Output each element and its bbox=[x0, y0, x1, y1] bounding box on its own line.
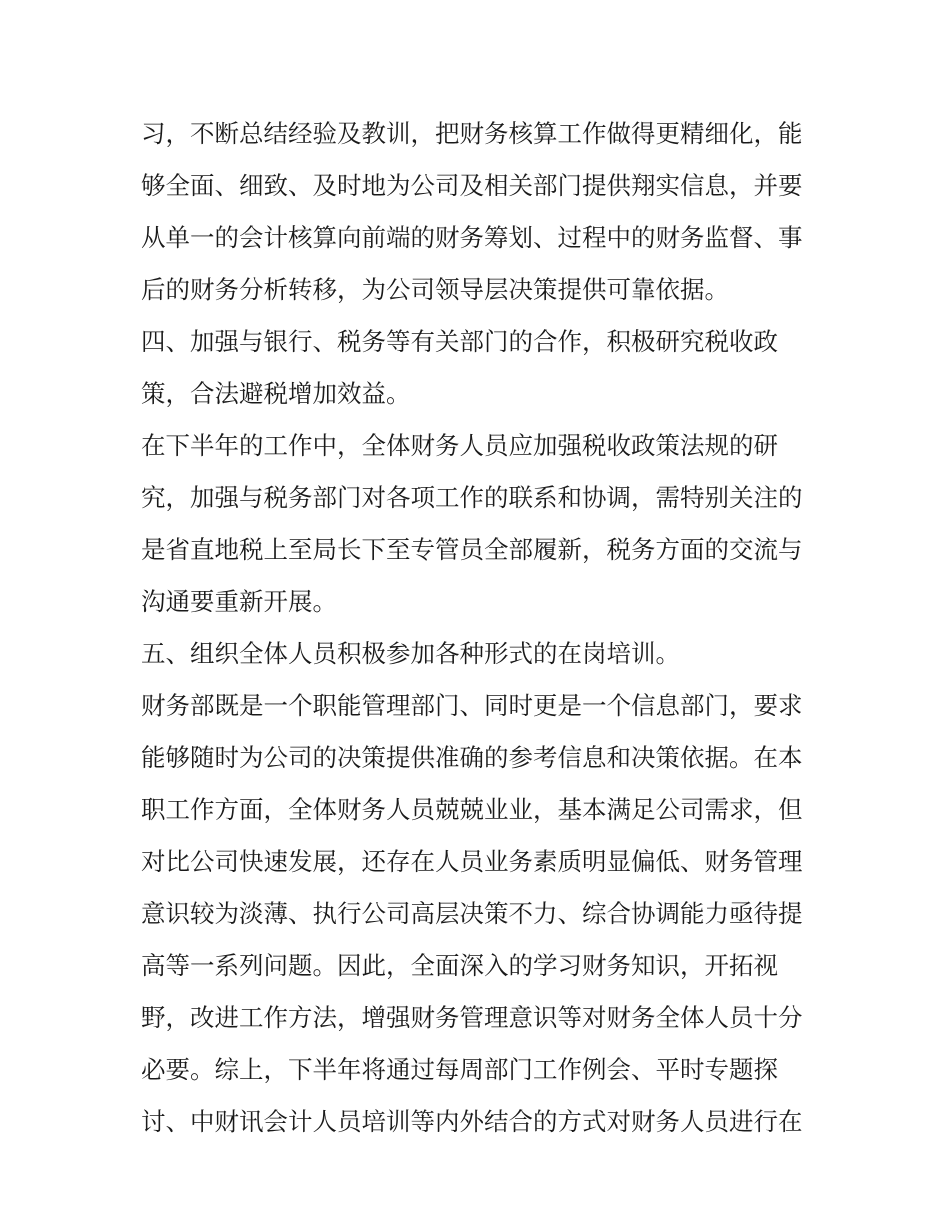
text-line: 后的财务分析转移，为公司领导层决策提供可靠依据。 bbox=[141, 275, 729, 304]
text-line: 意识较为淡薄、执行公司高层决策不力、综合协调能力亟待提 bbox=[141, 899, 803, 928]
text-line: 在下半年的工作中，全体财务人员应加强税收政策法规的研 bbox=[141, 431, 778, 460]
text-line: 财务部既是一个职能管理部门、同时更是一个信息部门，要求 bbox=[141, 691, 803, 720]
section-heading-5: 五、组织全体人员积极参加各种形式的在岗培训。 bbox=[141, 639, 680, 668]
text-line: 沟通要重新开展。 bbox=[141, 587, 337, 616]
document-body bbox=[141, 108, 813, 1148]
text-line: 必要。综上，下半年将通过每周部门工作例会、平时专题探 bbox=[141, 1055, 778, 1084]
text-line: 野，改进工作方法，增强财务管理意识等对财务全体人员十分 bbox=[141, 1003, 803, 1032]
text-line: 从单一的会计核算向前端的财务筹划、过程中的财务监督、事 bbox=[141, 223, 803, 252]
text-line: 习，不断总结经验及教训，把财务核算工作做得更精细化，能 bbox=[141, 119, 803, 148]
text-line: 能够随时为公司的决策提供准确的参考信息和决策依据。在本 bbox=[141, 743, 803, 772]
text-line: 高等一系列问题。因此，全面深入的学习财务知识，开拓视 bbox=[141, 951, 778, 980]
text-line: 究，加强与税务部门对各项工作的联系和协调，需特别关注的 bbox=[141, 483, 803, 512]
section-heading-4-cont: 策，合法避税增加效益。 bbox=[141, 379, 411, 408]
text-line: 讨、中财讯会计人员培训等内外结合的方式对财务人员进行在 bbox=[141, 1107, 803, 1136]
text-line: 是省直地税上至局长下至专管员全部履新，税务方面的交流与 bbox=[141, 535, 803, 564]
text-line: 职工作方面，全体财务人员兢兢业业，基本满足公司需求，但 bbox=[141, 795, 803, 824]
section-heading-4: 四、加强与银行、税务等有关部门的合作，积极研究税收政 bbox=[141, 327, 778, 356]
text-line: 够全面、细致、及时地为公司及相关部门提供翔实信息，并要 bbox=[141, 171, 803, 200]
text-line: 对比公司快速发展，还存在人员业务素质明显偏低、财务管理 bbox=[141, 847, 803, 876]
